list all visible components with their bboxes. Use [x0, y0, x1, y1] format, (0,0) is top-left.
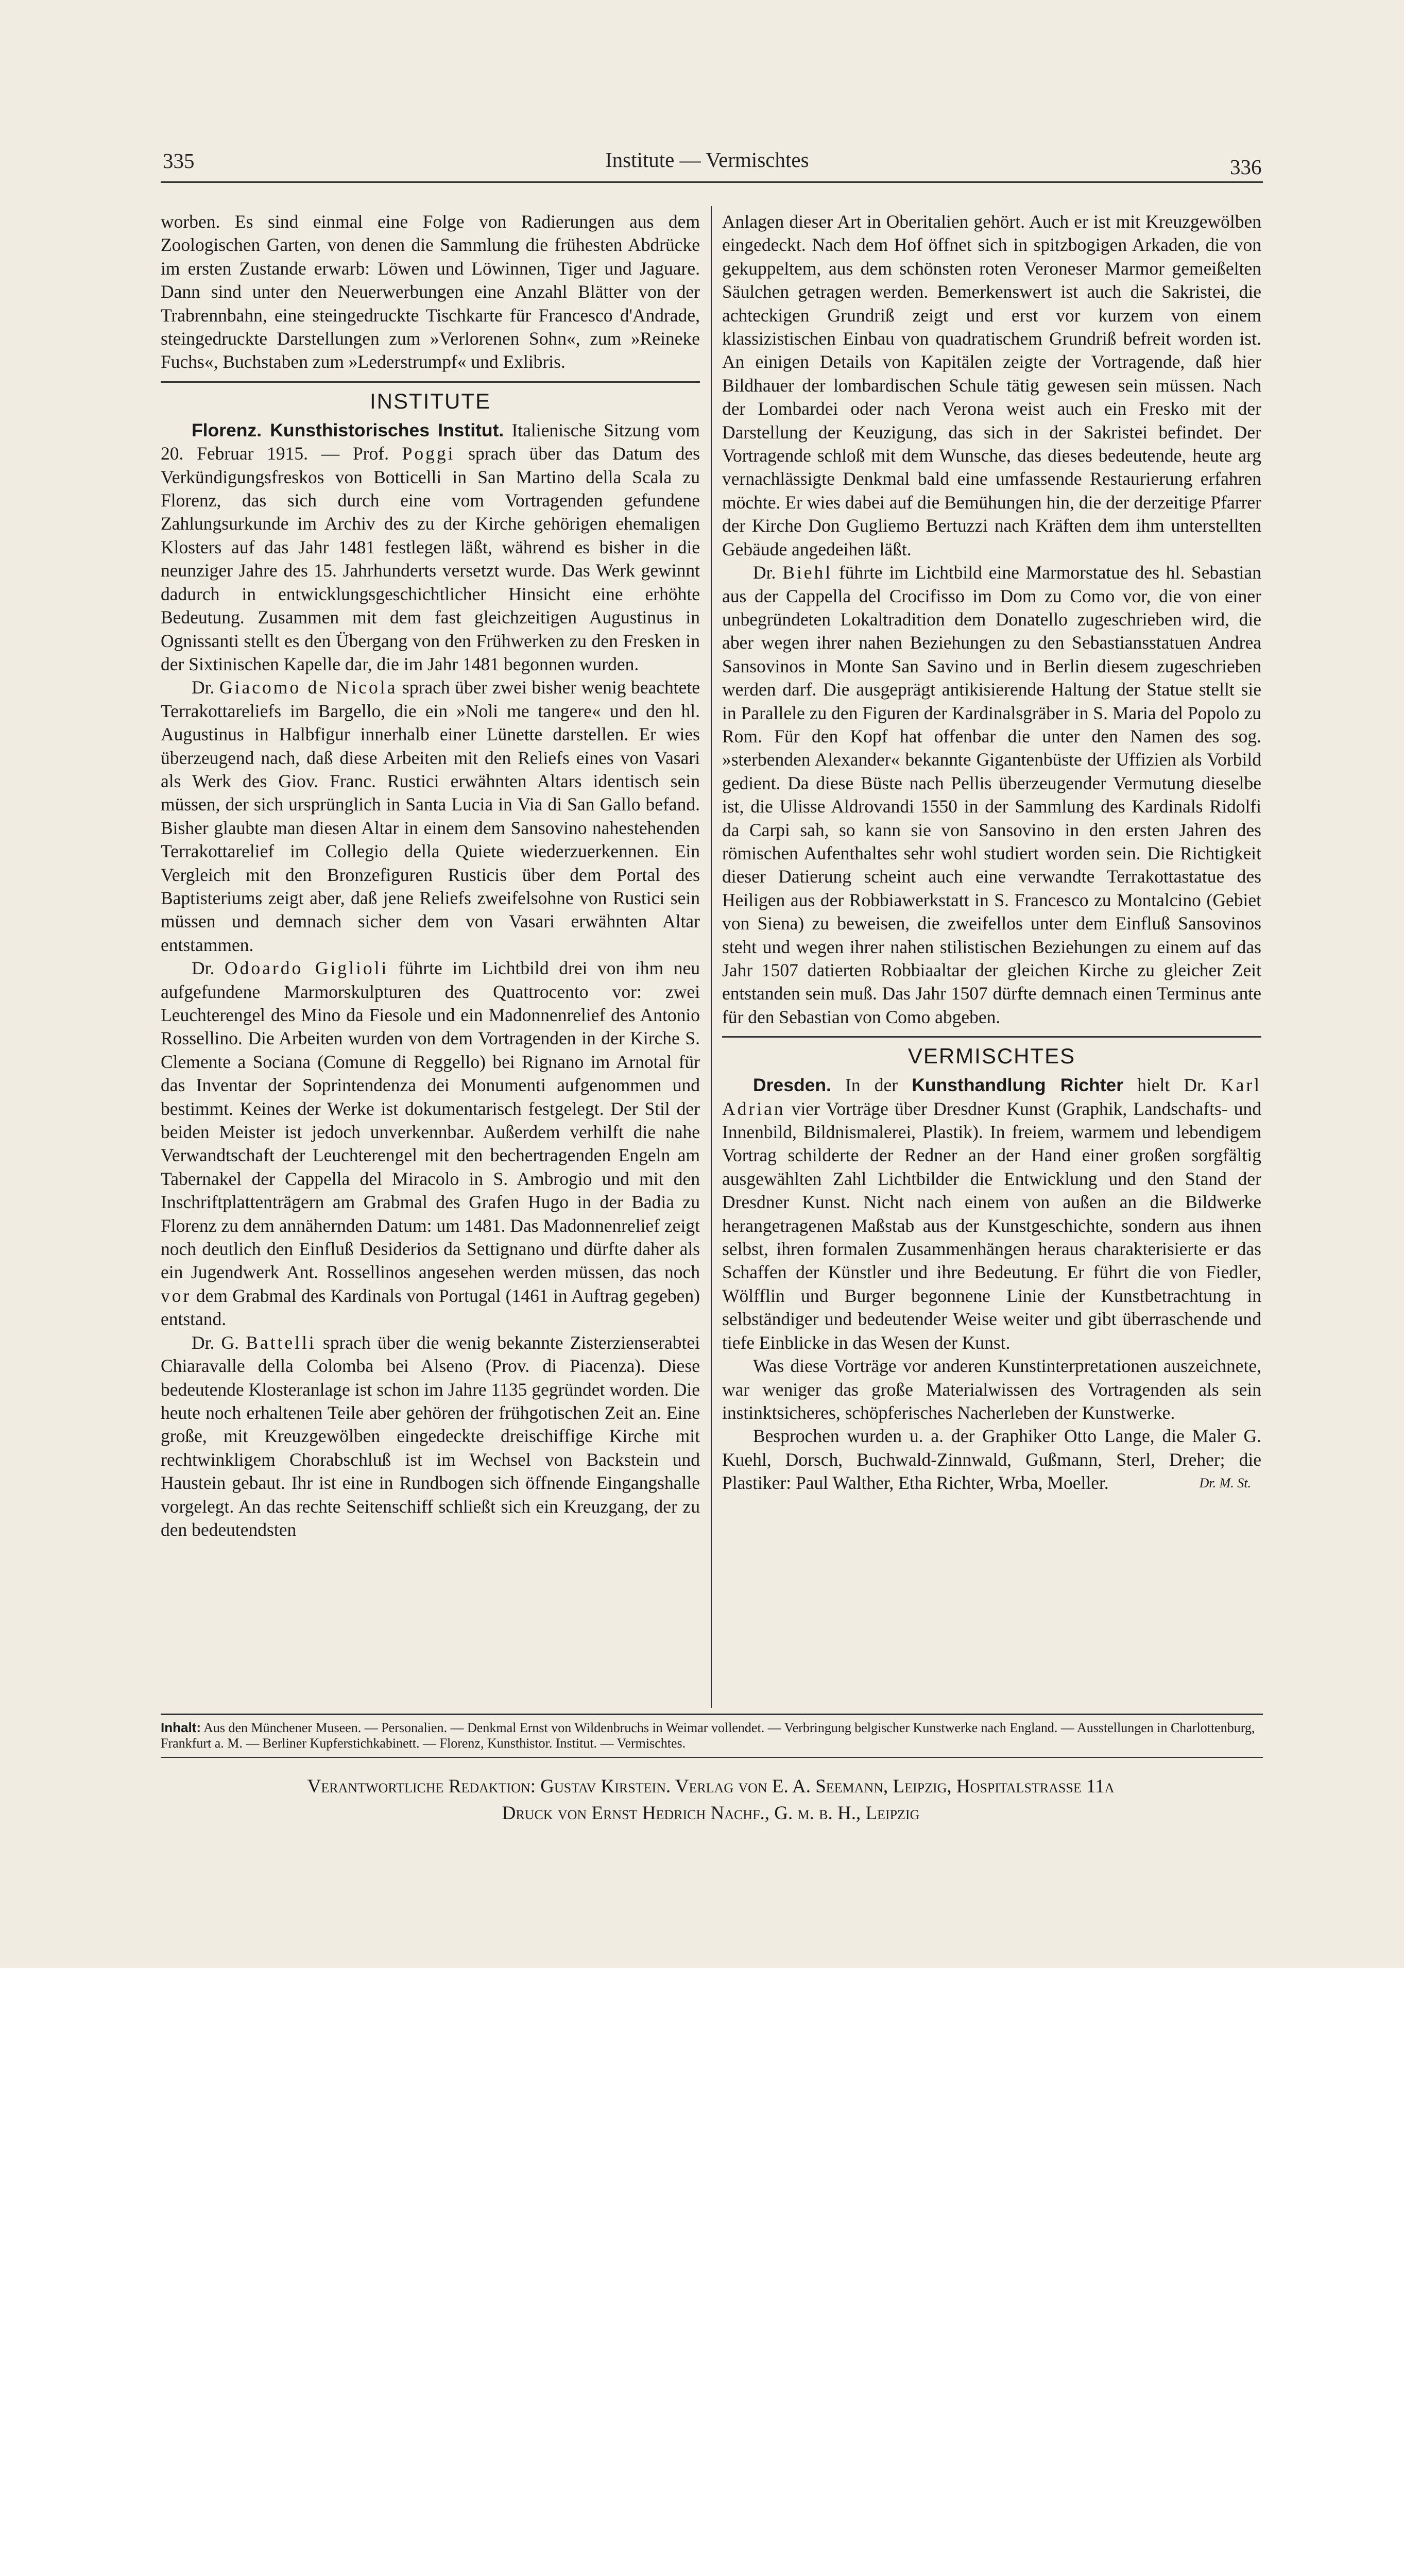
paragraph-biehl	[722, 561, 1261, 1029]
page-number-left: 335	[163, 149, 195, 173]
title-prefix: Dr. G.	[192, 1332, 239, 1353]
title-prefix: Dr.	[192, 677, 215, 698]
paragraph-dresden	[722, 1074, 1261, 1354]
contents-rule-bottom	[161, 1757, 1263, 1758]
section-rule	[722, 1036, 1261, 1038]
title-prefix: Dr.	[753, 562, 776, 583]
paragraph-lead: Dresden.	[753, 1075, 831, 1096]
paragraph-text: Besprochen wurden u. a. der Graphiker Otto Lange, die Maler G. Kuehl, Dorsch, Buchwald-Zinnwald, Gußmann, Sterl, Dreher; die Plastiker: Paul Walther, Etha Richter, Wrba, Moeller.	[722, 1426, 1261, 1494]
contents-rule-top	[161, 1714, 1263, 1715]
paragraph-text: Was diese Vorträge vor anderen Kunstinterpretationen auszeichnete, war weniger das große Materialwissen des Vortragenden als sein instinktsicheres, schöpferisches Nacherleben der Kunstwerke.	[722, 1355, 1261, 1423]
running-title: Institute — Vermischtes	[605, 148, 809, 172]
right-column	[722, 210, 1261, 1707]
signature: Dr. M. St.	[1199, 1476, 1251, 1491]
table-of-contents	[161, 1720, 1263, 1751]
speaker-name: Odoardo Giglioli	[225, 958, 389, 979]
paragraph-florenz	[161, 419, 700, 676]
paragraph-text: dem Grabmal des Kardinals von Portugal (1461 in Auftrag gegeben) entstand.	[161, 1285, 700, 1330]
column-divider	[711, 206, 712, 1708]
paragraph-text: In der	[845, 1075, 898, 1096]
section-rule	[161, 381, 700, 383]
title-prefix: Dr.	[192, 958, 215, 979]
digitization-footer	[0, 1968, 1404, 2072]
paragraph-text: sprach über das Datum des Verkündigungsfreskos von Botticelli in San Martino della Scala zu Florenz, das sich durch eine vom Vortragenden gefundene Zahlungsurkunde im Archiv des zu der Kirche gehörigen ehemaligen Klosters auf das Jahr 1481 festlegen läßt, während es bisher in die neunziger Jahre des 15. Jahrhunderts versetzt wurde. Das Werk gewinnt dadurch in entwicklungsgeschichtlicher Hinsicht eine erhöhte Bedeutung. Zusammen mit dem fast gleichzeitigen Augustinus in Ognissanti stellt es den Übergang von den Frühwerken zu den Fresken in der Sixtinischen Kapelle dar, die im Jahr 1481 begonnen wurden.	[161, 443, 700, 674]
section-heading-vermischtes: VERMISCHTES	[908, 1044, 1076, 1069]
paragraph-lead: Florenz. Kunsthistorisches Institut.	[192, 419, 504, 440]
speaker-name: Poggi	[402, 443, 455, 464]
paragraph-text: hielt Dr.	[1137, 1075, 1207, 1096]
paragraph-text: sprach über die wenig bekannte Zisterzienserabtei Chiaravalle della Colomba bei Alseno (Prov. di Piacenza). Diese bedeutende Klosteranlage ist schon im Jahre 1135 gegründet worden. Die heute noch erhaltenen Teile aber gehören der frühgotischen Zeit an. Eine große, mit Kreuzgewölben eingedeckte dreischiffige Kirche mit rechtwinkligem Chorabschluß ist im Wechsel von Backstein und Haustein gebaut. Ihr ist eine in Rundbogen sich öffnende Eingangshalle vorgelegt. An das rechte Seitenschiff schließt sich ein Kreuzgang, der zu den bedeutendsten	[161, 1332, 700, 1540]
imprint-line: Verantwortliche Redaktion: Gustav Kirstein. Verlag von E. A. Seemann, Leipzig, Hospitalstraße 11a	[307, 1776, 1115, 1797]
contents-text: Aus den Münchener Museen. — Personalien. — Denkmal Ernst von Wildenbruchs in Weimar vollendet. — Verbringung belgischer Kunstwerke nach England. — Ausstellungen in Charlottenburg, Frankfurt a. M. — Berliner Kupferstichkabinett. — Florenz, Kunsthistor. Institut. — Vermischtes.	[161, 1720, 1255, 1751]
gallery-name: Kunsthandlung Richter	[912, 1075, 1124, 1096]
paragraph-text: sprach über zwei bisher wenig beachtete Terrakottareliefs im Bargello, die ein »Noli me tangere« und den hl. Augustinus in Halbfigur innerhalb einer Lünette darstellen. Er wies überzeugend nach, daß diese Arbeiten mit den Reliefs eines von Vasari als Werk des Giov. Franc. Rustici erwähnten Altars identisch sein müssen, der sich ursprünglich in Santa Lucia in Via di San Gallo befand. Bisher glaubte man diesen Altar in einem dem Sansovino nahestehenden Terrakottarelief im Collegio della Quiete wiederzuerkennen. Ein Vergleich mit den Bronzefiguren Rusticis über dem Portal des Baptisteriums zeigt aber, daß jene Reliefs zweifelsohne von Rustici sein müssen und demnach sicher dem von Vasari erwähnten Altar entstammen.	[161, 677, 700, 955]
imprint	[227, 1773, 1195, 1827]
speaker-name: Battelli	[246, 1332, 316, 1353]
left-column	[161, 210, 700, 1707]
contents-label: Inhalt:	[161, 1720, 201, 1735]
header-rule	[161, 181, 1263, 183]
speaker-name: Biehl	[782, 562, 833, 583]
paragraph-continued: Anlagen dieser Art in Oberitalien gehört. Auch er ist mit Kreuzgewölben eingedeckt. Nach dem Hof öffnet sich in spitzbogigen Arkaden, die von gekuppeltem, aus dem schönsten roten Veroneser Marmor gemeißelten Säulchen getragen werden. Bemerkenswert ist auch die Sakristei, die achteckigen Grundriß zeigt und erst vor kurzem von einem klassizistischen Einbau von quadratischem Grundriß befreit worden ist. An einigen Details von Kapitälen zeigte der Vortragende, daß hier Bildhauer der lombardischen Schule tätig gewesen sein müssen. Nach der Lombardei oder nach Verona weist auch ein Fresko mit der Darstellung der Keuzigung, das sich in der Sakristei befindet. Der Vortragende schloß mit dem Wunsche, das dieses bedeutende, heute arg vernachlässigte Denkmal bald eine umfassende Restaurierung erfahren möchte. Er wies dabei auf die Bemühungen hin, die der derzeitige Pfarrer der Kirche Don Gugliemo Bertuzzi nach Kräften dem ihm unterstellten Gebäude angedeihen läßt.	[722, 211, 1261, 560]
paragraph-text: führte im Lichtbild drei von ihm neu aufgefundene Marmorskulpturen des Quattrocento vor: zwei Leuchterengel des Mino da Fiesole und ein Madonnenrelief des Antonio Rossellino. Die Arbeiten wurden von dem Vortragenden in der Kirche S. Clemente a Sociana (Comune di Reggello) bei Rignano im Arnotal für das Inventar der Soprintendenza dei Monumenti aufgenommen und bestimmt. Keines der Werke ist dokumentarisch festgelegt. Der Stil der beiden Meister ist jedoch unverkennbar. Außerdem verhilft die nahe Verwandtschaft der Leuchterengel mit den bechertragenden Engeln am Tabernakel der Cappella del Miracolo in S. Ambrogio und mit den Inschriftplattenträgern am Grabmal des Grafen Hugo in der Badia zu Florenz zu dem annähernden Datum: um 1481. Das Madonnenrelief zeigt noch deutlich den Einfluß Desiderios da Settignano und dürfte daher als ein Jugendwerk Ant. Rossellinos angesehen werden müssen, das noch	[161, 958, 700, 1283]
paragraph-text: führte im Lichtbild eine Marmorstatue des hl. Sebastian aus der Cappella del Crocifisso im Dom zu Como vor, die von einer unbegründeten Lokaltradition dem Donatello zugeschrieben wird, die aber wegen ihrer nahen Beziehungen zu den Sebastiansstatuen Andrea Sansovinos in Monte San Savino und in Berlin diesem zugeschrieben werden darf. Die ausgeprägt antikisierende Haltung der Statue stellt sie in Parallele zu den Figuren der Kardinalsgräber in S. Maria del Popolo zu Rom. Für den Kopf hat offenbar die unter den Namen des sog. »sterbenden Alexander« bekannte Gigantenbüste der Uffizien als Vorbild gedient. Da diese Büste nach Pellis überzeugender Vermutung dieselbe ist, die Ulisse Aldrovandi 1550 in der Sammlung des Kardinals Ridolfi da Carpi sah, so kann sie von Sansovino in den ersten Jahren des römischen Aufenthaltes sehr wohl studiert worden sein. Die Richtigkeit dieser Datierung scheint auch eine verwandte Terrakottastatue des Heiligen aus der Robbiawerkstatt in S. Francesco zu Montalcino (Gebiet von Siena) zu beweisen, die zweifellos unter dem Einfluß Sansovinos steht und wegen ihrer nahen stilistischen Beziehungen zu einem auf das Jahr 1507 datierten Robbiaaltar der gleichen Kirche zu gleicher Zeit entstanden sein muß. Das Jahr 1507 dürfte demnach einen Terminus ante für den Sebastian von Como abgeben.	[722, 562, 1261, 1027]
paragraph-continued: worben. Es sind einmal eine Folge von Radierungen aus dem Zoologischen Garten, von denen die Sammlung die frühesten Abdrücke im ersten Zustande erwarb: Löwen und Löwinnen, Tiger und Jaguare. Dann sind unter den Neuerwerbungen eine Anzahl Blätter von der Trabrennbahn, eine steingedruckte Tischkarte für Francesco d'Andrade, steingedruckte Darstellungen zum »Verlorenen Sohn«, zum »Reineke Fuchs«, Buchstaben zum »Lederstrumpf« und Exlibris.	[161, 211, 700, 372]
speaker-name: Karl Adrian	[722, 1075, 1261, 1119]
emphasis: vor	[161, 1285, 192, 1306]
paragraph-nicola	[161, 676, 700, 957]
speaker-name: Giacomo de Nicola	[219, 677, 398, 698]
paragraph-text: Italienische Sitzung vom 20. Februar 1915. — Prof.	[161, 419, 700, 464]
paragraph-text	[722, 1425, 1261, 1495]
imprint-line: Druck von Ernst Hedrich Nachf., G. m. b. H., Leipzig	[502, 1803, 920, 1824]
paragraph-giglioli	[161, 957, 700, 1331]
page-number-right: 336	[1230, 155, 1262, 179]
paragraph-battelli	[161, 1331, 700, 1542]
section-heading-institute: INSTITUTE	[370, 388, 491, 413]
paragraph-text: vier Vorträge über Dresdner Kunst (Graphik, Landschafts- und Innenbild, Bildnismalerei, Plastik). In freiem, warmem und lebendigem Vortrag schilderte der Redner an der Hand einer großen sorgfältig ausgewählten Zahl Lichtbilder die Entwicklung und den Stand der Dresdner Kunst. Nicht nach einem von außen an die Bildwerke herangetragenen Maßstab aus der Kunstgeschichte, sondern aus ihnen selbst, ihren formalen Zusammenhängen heraus charakterisierte er das Schaffen der Künstler und ihre Bedeutung. Er führt die von Fiedler, Wölfflin und Burger begonnene Linie der Kunstbetrachtung in selbständiger und bedeutender Weise weiter und gibt überraschende und tiefe Einblicke in das Wesen der Kunst.	[722, 1098, 1261, 1353]
